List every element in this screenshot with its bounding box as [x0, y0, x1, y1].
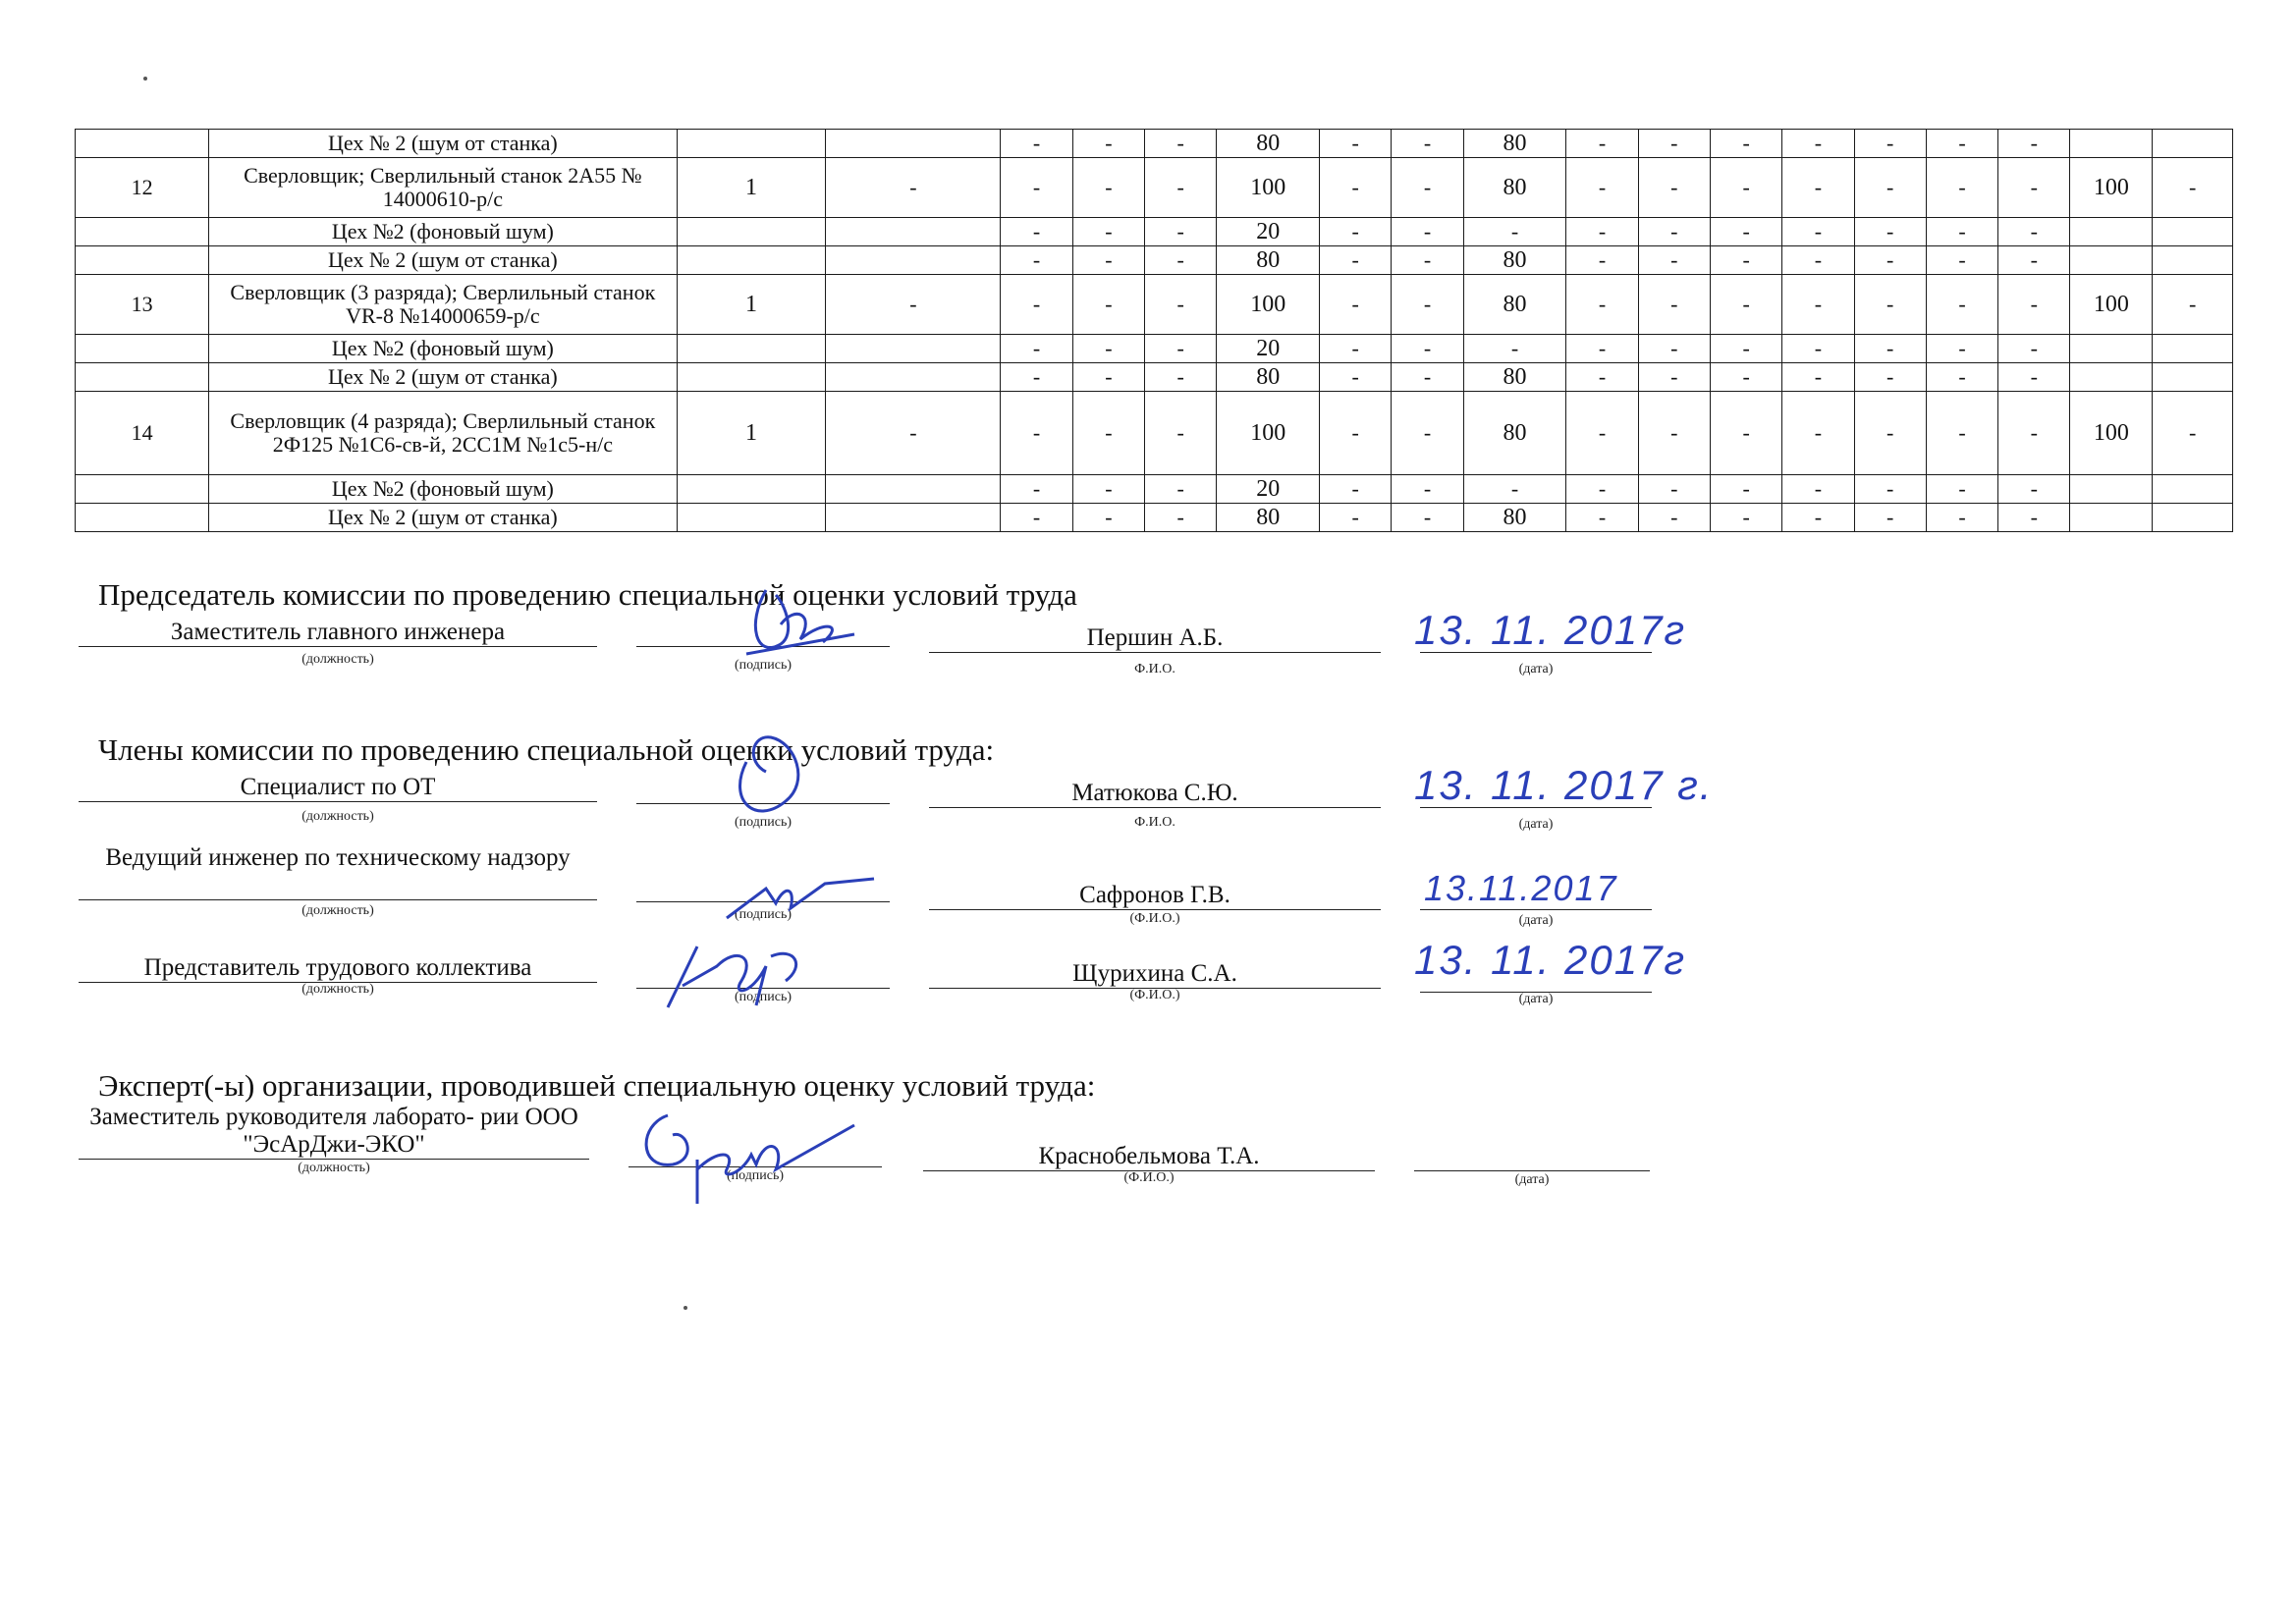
value-cell: 80 [1217, 504, 1320, 532]
value-cell: - [1392, 475, 1463, 504]
value-cell: - [1320, 335, 1392, 363]
value-cell: 20 [1217, 475, 1320, 504]
value-cell: - [1566, 218, 1638, 246]
empty-cell [76, 130, 209, 158]
empty-cell [826, 246, 1001, 275]
table-row [76, 218, 2233, 246]
value-cell: - [1145, 158, 1217, 218]
value-cell [2070, 504, 2153, 532]
value-cell: - [1854, 475, 1926, 504]
value-cell: 100 [1217, 275, 1320, 335]
value-cell: - [1782, 275, 1854, 335]
empty-cell [76, 218, 209, 246]
table-row [76, 246, 2233, 275]
value-cell: - [1710, 218, 1781, 246]
value-cell: - [1710, 130, 1781, 158]
value-cell: 80 [1463, 130, 1566, 158]
value-cell: - [1926, 504, 1997, 532]
value-cell: - [826, 275, 1001, 335]
value-cell: 80 [1463, 392, 1566, 475]
value-cell: - [1782, 392, 1854, 475]
value-cell: - [1854, 158, 1926, 218]
value-cell: - [1001, 275, 1072, 335]
value-cell: - [1638, 246, 1710, 275]
expert-position: Заместитель руководителя лаборато- рии ООО "ЭсАрДжи-ЭКО" [79, 1104, 589, 1160]
chair-position: Заместитель главного инженера [79, 619, 597, 647]
noise-source-cell: Цех №2 (фоновый шум) [209, 475, 677, 504]
value-cell: - [2153, 158, 2233, 218]
value-cell: - [1638, 504, 1710, 532]
caption-position: (должность) [301, 809, 374, 824]
value-cell: - [1926, 392, 1997, 475]
value-cell: - [1926, 363, 1997, 392]
value-cell: 80 [1463, 504, 1566, 532]
empty-cell [76, 363, 209, 392]
scan-speck [143, 77, 147, 81]
value-cell: - [1072, 392, 1144, 475]
caption-signature: (подпись) [734, 815, 793, 830]
value-cell: - [1566, 475, 1638, 504]
value-cell: - [1998, 504, 2070, 532]
empty-cell [826, 504, 1001, 532]
value-cell: - [1566, 130, 1638, 158]
value-cell: - [1145, 275, 1217, 335]
table-row [76, 392, 2233, 475]
caption-date: (дата) [1514, 1172, 1550, 1187]
value-cell [2070, 335, 2153, 363]
value-cell: - [1998, 246, 2070, 275]
scan-speck [683, 1306, 687, 1310]
value-cell [2070, 130, 2153, 158]
value-cell: - [1710, 275, 1781, 335]
member1-date: 13. 11. 2017 г. [1414, 762, 1714, 808]
value-cell: - [1320, 130, 1392, 158]
row-number-cell: 14 [76, 392, 209, 475]
table-row [76, 363, 2233, 392]
value-cell: 100 [2070, 275, 2153, 335]
value-cell: - [1566, 158, 1638, 218]
value-cell: - [1463, 218, 1566, 246]
member1-position: Специалист по ОТ [79, 774, 597, 802]
value-cell: - [1145, 130, 1217, 158]
value-cell: - [1782, 158, 1854, 218]
chair-name: Першин А.Б. [929, 624, 1381, 653]
value-cell: - [1998, 475, 2070, 504]
value-cell: 80 [1463, 363, 1566, 392]
value-cell: - [1566, 363, 1638, 392]
value-cell: - [1566, 335, 1638, 363]
empty-cell [677, 363, 826, 392]
caption-signature: (подпись) [734, 990, 793, 1004]
value-cell: - [1926, 246, 1997, 275]
empty-cell [677, 504, 826, 532]
caption-signature: (подпись) [734, 658, 793, 673]
value-cell: - [1854, 504, 1926, 532]
value-cell: - [1392, 392, 1463, 475]
value-cell: - [1566, 275, 1638, 335]
empty-cell [76, 475, 209, 504]
expert-heading: Эксперт(-ы) организации, проводившей специальную оценку условий труда: [98, 1068, 1096, 1103]
value-cell: - [1854, 392, 1926, 475]
value-cell: - [1710, 475, 1781, 504]
empty-cell [826, 475, 1001, 504]
noise-source-cell: Цех №2 (фоновый шум) [209, 335, 677, 363]
caption-position: (должность) [301, 982, 374, 997]
value-cell: - [1710, 158, 1781, 218]
member3-position: Представитель трудового коллектива [79, 954, 597, 983]
value-cell: - [1320, 475, 1392, 504]
value-cell: - [1392, 504, 1463, 532]
value-cell: - [1392, 275, 1463, 335]
empty-cell [677, 218, 826, 246]
value-cell: - [1854, 130, 1926, 158]
value-cell: - [1638, 475, 1710, 504]
value-cell: 20 [1217, 218, 1320, 246]
value-cell: - [1001, 392, 1072, 475]
member3-name: Щурихина С.А. [929, 960, 1381, 989]
value-cell: - [1001, 218, 1072, 246]
noise-source-cell: Цех № 2 (шум от станка) [209, 130, 677, 158]
empty-cell [677, 335, 826, 363]
value-cell: - [1638, 335, 1710, 363]
value-cell: - [1782, 363, 1854, 392]
caption-position: (должность) [301, 903, 374, 918]
value-cell: 80 [1463, 246, 1566, 275]
value-cell: - [1566, 504, 1638, 532]
value-cell: - [1782, 335, 1854, 363]
empty-cell [677, 475, 826, 504]
empty-cell [826, 335, 1001, 363]
value-cell: - [1072, 475, 1144, 504]
member3-date: 13. 11. 2017г [1414, 937, 1687, 983]
caption-fio: (Ф.И.О.) [1129, 988, 1180, 1002]
value-cell: - [1001, 246, 1072, 275]
table-row [76, 130, 2233, 158]
value-cell: - [1638, 363, 1710, 392]
table-row [76, 275, 2233, 335]
caption-date: (дата) [1518, 913, 1554, 928]
workplace-name-cell: Сверловщик (4 разряда); Сверлильный станок 2Ф125 №1С6-св-й, 2СС1М №1с5-н/с [209, 392, 677, 475]
value-cell: - [2153, 392, 2233, 475]
value-cell [2153, 218, 2233, 246]
noise-source-cell: Цех № 2 (шум от станка) [209, 363, 677, 392]
table-row [76, 335, 2233, 363]
value-cell [2153, 475, 2233, 504]
value-cell: - [1001, 475, 1072, 504]
value-cell: 80 [1463, 275, 1566, 335]
value-cell: - [1782, 504, 1854, 532]
value-cell: - [1072, 275, 1144, 335]
value-cell: - [1320, 246, 1392, 275]
chair-date: 13. 11. 2017г [1414, 607, 1687, 653]
value-cell: - [1463, 475, 1566, 504]
value-cell: 100 [1217, 158, 1320, 218]
value-cell: - [1638, 275, 1710, 335]
value-cell: - [1145, 246, 1217, 275]
value-cell: - [1710, 246, 1781, 275]
chair-heading: Председатель комиссии по проведению специальной оценки условий труда [98, 577, 1077, 612]
value-cell: - [1710, 363, 1781, 392]
value-cell: - [1926, 335, 1997, 363]
caption-date: (дата) [1518, 992, 1554, 1006]
value-cell: - [1392, 363, 1463, 392]
value-cell: - [1638, 158, 1710, 218]
quantity-cell: 1 [677, 275, 826, 335]
value-cell: - [1145, 475, 1217, 504]
expert-signature [629, 1096, 864, 1214]
value-cell: - [1072, 246, 1144, 275]
table-row [76, 158, 2233, 218]
member2-signature [717, 864, 884, 933]
value-cell: - [1710, 335, 1781, 363]
empty-cell [76, 335, 209, 363]
value-cell: - [1926, 218, 1997, 246]
member2-name: Сафронов Г.В. [929, 882, 1381, 910]
value-cell: - [1392, 335, 1463, 363]
value-cell: - [1926, 158, 1997, 218]
table-row [76, 504, 2233, 532]
value-cell: - [1998, 335, 2070, 363]
noise-source-cell: Цех № 2 (шум от станка) [209, 246, 677, 275]
value-cell: 80 [1217, 130, 1320, 158]
member1-name: Матюкова С.Ю. [929, 780, 1381, 808]
value-cell: - [1998, 363, 2070, 392]
caption-fio: (Ф.И.О.) [1129, 911, 1180, 926]
caption-signature: (подпись) [726, 1168, 785, 1183]
member1-signature [717, 723, 835, 831]
value-cell: - [1638, 218, 1710, 246]
value-cell: - [1320, 158, 1392, 218]
value-cell: 80 [1217, 363, 1320, 392]
value-cell: - [1072, 158, 1144, 218]
value-cell: - [1782, 246, 1854, 275]
value-cell: - [1998, 218, 2070, 246]
quantity-cell: 1 [677, 392, 826, 475]
value-cell: - [1998, 392, 2070, 475]
value-cell: 100 [1217, 392, 1320, 475]
value-cell: - [1145, 363, 1217, 392]
value-cell [2153, 130, 2233, 158]
value-cell: 80 [1217, 246, 1320, 275]
workplace-name-cell: Сверловщик (3 разряда); Сверлильный станок VR-8 №14000659-р/с [209, 275, 677, 335]
empty-cell [677, 130, 826, 158]
value-cell [2070, 218, 2153, 246]
value-cell: - [1001, 363, 1072, 392]
value-cell: - [1392, 246, 1463, 275]
value-cell: - [1710, 504, 1781, 532]
value-cell: - [1392, 158, 1463, 218]
row-number-cell: 13 [76, 275, 209, 335]
members-heading: Члены комиссии по проведению специальной оценки условий труда: [98, 732, 995, 767]
noise-source-cell: Цех №2 (фоновый шум) [209, 218, 677, 246]
workplace-name-cell: Сверловщик; Сверлильный станок 2А55 № 14000610-р/с [209, 158, 677, 218]
value-cell: - [1001, 158, 1072, 218]
value-cell: - [1854, 335, 1926, 363]
value-cell: - [1782, 218, 1854, 246]
caption-fio: (Ф.И.О.) [1123, 1170, 1175, 1185]
member2-position: Ведущий инженер по техническому надзору [79, 844, 597, 900]
chair-signature [727, 566, 874, 674]
value-cell [2070, 363, 2153, 392]
empty-cell [826, 130, 1001, 158]
value-cell: - [1926, 275, 1997, 335]
value-cell: - [1001, 504, 1072, 532]
row-number-cell: 12 [76, 158, 209, 218]
value-cell: - [1782, 130, 1854, 158]
value-cell: 100 [2070, 158, 2153, 218]
value-cell: 20 [1217, 335, 1320, 363]
value-cell: - [1145, 218, 1217, 246]
expert-date-line [1414, 1143, 1650, 1171]
value-cell: 80 [1463, 158, 1566, 218]
value-cell: - [1854, 246, 1926, 275]
value-cell: - [1998, 130, 2070, 158]
caption-position: (должность) [301, 652, 374, 667]
value-cell: - [1463, 335, 1566, 363]
value-cell: - [1392, 218, 1463, 246]
value-cell: 100 [2070, 392, 2153, 475]
empty-cell [677, 246, 826, 275]
value-cell: - [1854, 275, 1926, 335]
value-cell: - [1145, 335, 1217, 363]
value-cell: - [1782, 475, 1854, 504]
value-cell [2070, 475, 2153, 504]
value-cell: - [1566, 246, 1638, 275]
member3-signature [658, 927, 825, 1015]
caption-signature: (подпись) [734, 907, 793, 922]
value-cell: - [1072, 363, 1144, 392]
value-cell [2153, 504, 2233, 532]
value-cell [2153, 246, 2233, 275]
value-cell: - [1926, 475, 1997, 504]
caption-fio: Ф.И.О. [1134, 815, 1175, 830]
quantity-cell: 1 [677, 158, 826, 218]
empty-cell [826, 218, 1001, 246]
caption-date: (дата) [1518, 662, 1554, 676]
value-cell: - [1320, 218, 1392, 246]
caption-position: (должность) [298, 1161, 370, 1175]
empty-cell [76, 504, 209, 532]
value-cell: - [1392, 130, 1463, 158]
value-cell: - [1320, 363, 1392, 392]
expert-name: Краснобельмова Т.А. [923, 1143, 1375, 1171]
value-cell: - [1854, 363, 1926, 392]
value-cell: - [1145, 504, 1217, 532]
noise-measurement-table [75, 129, 2233, 532]
value-cell: - [1926, 130, 1997, 158]
value-cell: - [2153, 275, 2233, 335]
value-cell: - [1638, 130, 1710, 158]
value-cell: - [1001, 335, 1072, 363]
value-cell: - [1320, 275, 1392, 335]
value-cell [2153, 335, 2233, 363]
value-cell: - [1998, 275, 2070, 335]
value-cell: - [1072, 130, 1144, 158]
value-cell: - [1072, 335, 1144, 363]
member2-date: 13.11.2017 [1424, 868, 1618, 908]
value-cell: - [1854, 218, 1926, 246]
empty-cell [76, 246, 209, 275]
value-cell: - [1320, 504, 1392, 532]
value-cell: - [1072, 218, 1144, 246]
value-cell: - [826, 158, 1001, 218]
value-cell: - [1072, 504, 1144, 532]
empty-cell [826, 363, 1001, 392]
value-cell: - [826, 392, 1001, 475]
value-cell: - [1638, 392, 1710, 475]
value-cell: - [1320, 392, 1392, 475]
noise-source-cell: Цех № 2 (шум от станка) [209, 504, 677, 532]
value-cell: - [1566, 392, 1638, 475]
value-cell: - [1001, 130, 1072, 158]
value-cell: - [1145, 392, 1217, 475]
caption-fio: Ф.И.О. [1134, 662, 1175, 676]
value-cell: - [1998, 158, 2070, 218]
value-cell [2070, 246, 2153, 275]
value-cell [2153, 363, 2233, 392]
value-cell: - [1710, 392, 1781, 475]
table-row [76, 475, 2233, 504]
caption-date: (дата) [1518, 817, 1554, 832]
